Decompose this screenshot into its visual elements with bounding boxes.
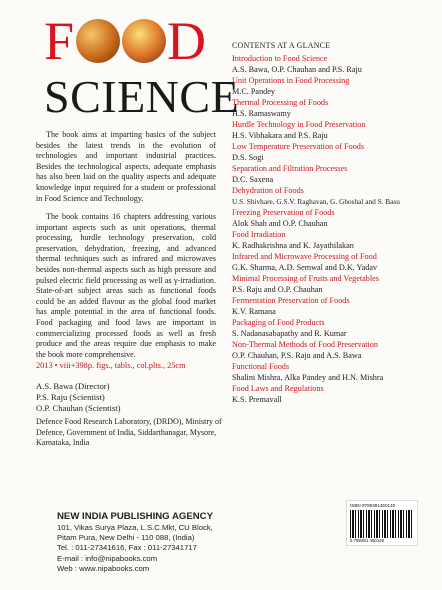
chapter-authors: S. Nadanasabapathy and R. Kumar: [232, 329, 347, 338]
chapter-title: Thermal Processing of Foods: [232, 98, 329, 107]
barcode-bars: [350, 510, 414, 538]
chapter-authors: Alok Shah and O.P. Chauhan: [232, 219, 328, 228]
publisher-name: NEW INDIA PUBLISHING AGENCY: [57, 511, 213, 522]
author-line: O.P. Chauhan (Scientist): [36, 403, 121, 413]
isbn-barcode: [346, 500, 418, 546]
chapter-authors: P.S. Raju and O.P. Chauhan: [232, 285, 323, 294]
cover-title-science: SCIENCE: [44, 71, 240, 122]
publisher-email[interactable]: E-mail : info@nipabooks.com: [57, 553, 158, 563]
barcode-digits: 9 789381 450140: [350, 538, 385, 543]
chapter-title: Low Temperature Preservation of Foods: [232, 142, 365, 151]
chapter-title: Hurdle Technology in Food Preservation: [232, 120, 366, 129]
chapter-title: Separation and Filtration Processes: [232, 164, 348, 173]
author-line: A.S. Bawa (Director): [36, 381, 110, 391]
chapter-title: Infrared and Microwave Processing of Food: [232, 252, 377, 261]
chapter-authors: D.C. Saxena: [232, 175, 274, 184]
chapter-authors: M.C. Pandey: [232, 87, 275, 96]
chapter-authors: O.P. Chauhan, P.S. Raju and A.S. Bawa: [232, 351, 362, 360]
chapter-title: Non-Thermal Methods of Food Preservation: [232, 340, 378, 349]
table-of-contents: [232, 53, 437, 405]
chapter-authors: K. Radhakrishna and K. Jayathilakan: [232, 241, 354, 250]
title-letter-f: F: [44, 11, 76, 71]
chapter-authors: Shalini Mishra, Alka Pandey and H.N. Mishra: [232, 373, 384, 382]
publisher-address: Pitam Pura, New Delhi - 110 088, (India): [57, 533, 195, 543]
blurb-paragraph-2: The book contains 16 chapters addressing various important aspects such as unit operations, thermal processing, hurdle technology preservation, cold preservation, dehydration, freezing, and advanced thermal techniques such as infrared and microwaves besides non-thermal aspects such as high pressure and pulsed electric field processing as well as γ-irradiation. State-of-art subject areas such as functional foods could be an added flavour as the global food market has ample potential in the area of functional foods. Food packaging and food laws are important in commercializing processed foods as well as fresh produce and the areas require due emphasis to make the book more comprehensive.: [36, 212, 216, 359]
chapter-authors: D.S. Sogi: [232, 153, 264, 162]
chapter-authors: H.S. Ramaswamy: [232, 109, 291, 118]
chapter-title: Minimal Processing of Fruits and Vegetables: [232, 274, 379, 283]
publisher-block: [57, 511, 213, 574]
chapter-title: Packaging of Food Products: [232, 318, 325, 327]
author-line: P.S. Raju (Scientist): [36, 392, 105, 402]
chapter-title: Functional Foods: [232, 362, 290, 371]
chapter-authors: K.V. Ramana: [232, 307, 276, 316]
chapter-title: Food Laws and Regulations: [232, 384, 324, 393]
chapter-title: Unit Operations in Food Processing: [232, 76, 350, 85]
chapter-authors: U.S. Shivhare, G.S.V. Raghavan, G. Ghoshal and S. Basu: [232, 197, 400, 206]
blurb-paragraph-1: The book aims at imparting basics of the subject besides the latest trends in the evolution of technologies and important industrial practices. Besides the technological aspects, adequate emphasis has also been laid on the quality aspects and adequate knowledge input required for a student or professional in Food Science and Technology.: [36, 130, 216, 203]
food-plate-image: [122, 19, 166, 63]
publisher-website[interactable]: Web : www.nipabooks.com: [57, 563, 150, 573]
publisher-address: 101, Vikas Surya Plaza, L.S.C.Mkt, CU Block,: [57, 523, 213, 532]
chapter-title: Dehydration of Foods: [232, 186, 304, 195]
publication-details: 2013 • viii+398p. figs., tabls., col.plts., 25cm: [36, 361, 186, 370]
chapter-title: Freezing Preservation of Foods: [232, 208, 335, 217]
publisher-phone: Tel. : 011-27341616, Fax : 011-27341717: [57, 543, 197, 553]
chapter-title: Introduction to Food Science: [232, 54, 328, 63]
isbn-number: ISBN 9789381450140: [350, 503, 396, 508]
chapter-authors: A.S. Bawa, O.P. Chauhan and P.S. Raju: [232, 65, 362, 74]
chapter-authors: G.K. Sharma, A.D. Semwal and D.K. Yadav: [232, 263, 378, 272]
cover-title-food: [44, 11, 208, 71]
chapter-title: Fermentation Preservation of Foods: [232, 296, 350, 305]
institute-address: Defence Food Research Laboratory, (DRDO), Ministry of Defence, Government of India, Siddarthanagar, Mysore, Karnataka, India: [36, 417, 222, 447]
chapter-authors: K.S. Premavall: [232, 395, 282, 404]
contents-heading: CONTENTS AT A GLANCE: [232, 41, 331, 50]
food-bowl-image: [76, 19, 120, 63]
chapter-authors: H.S. Vibhakara and P.S. Raju: [232, 131, 328, 140]
title-letter-d: D: [167, 11, 208, 71]
chapter-title: Food Irradiation: [232, 230, 286, 239]
